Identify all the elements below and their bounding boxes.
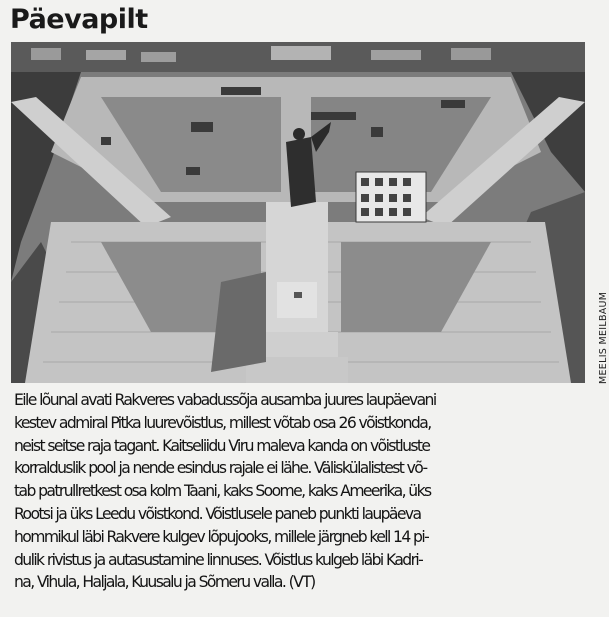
section-heading: Päevapilt	[10, 4, 148, 35]
caption-line: kestev admiral Pitka luurevõistlus, millest võtab osa 26 võistkonda,	[14, 413, 431, 432]
caption-line: korralduslik pool ja nende esindus rajale ei lähe. Väliskülalistest võ-	[14, 459, 427, 478]
photo-credit-text: MEELIS MEILBAUM	[598, 291, 609, 384]
monument-aerial-photo	[11, 42, 585, 383]
news-photo	[11, 42, 585, 383]
caption-line: tab patrullretkest osa kolm Taani, kaks Soome, kaks Ameerika, üks	[14, 482, 431, 501]
photo-credit	[586, 250, 609, 384]
caption-line: na, Vihula, Haljala, Kuusalu ja Sõmeru valla. (VT)	[14, 573, 315, 592]
caption-line: Eile lõunal avati Rakveres vabadussõja ausamba juures laupäevani	[14, 391, 436, 409]
caption-line: neist seitse raja tagant. Kaitseliidu Viru maleva kanda on võistluste	[14, 436, 430, 455]
caption-line: Rootsi ja üks Leedu võistkond. Võistlusele paneb punkti laupäeva	[14, 504, 421, 523]
caption-line: hommikul läbi Rakvere kulgev lõpujooks, millele järgneb kell 14 pi-	[14, 527, 429, 546]
caption-line: dulik rivistus ja autasustamine linnuses. Võistlus kulgeb läbi Kadri-	[14, 550, 423, 569]
photo-caption	[14, 389, 590, 594]
